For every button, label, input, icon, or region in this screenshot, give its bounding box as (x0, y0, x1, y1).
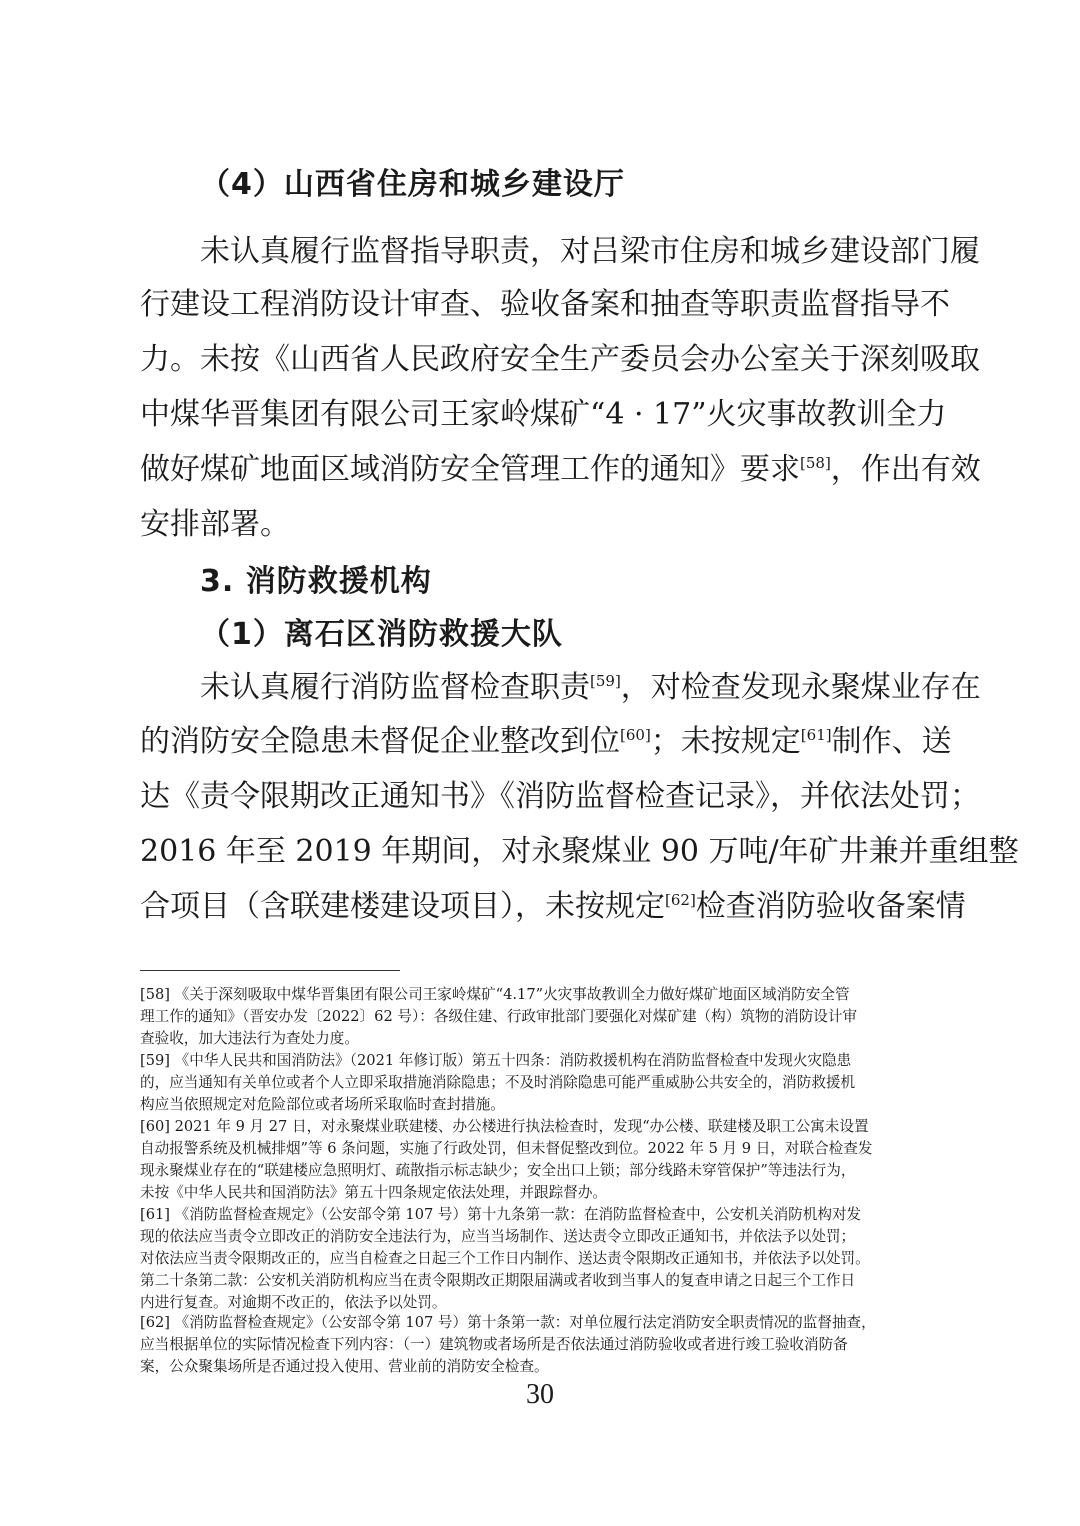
page-number: 30 (526, 1379, 554, 1410)
footnote-line: [61] 《消防监督检查规定》（公安部令第 107 号）第十九条第一款：在消防监督检查中，公安机关消防机构对发 (140, 1206, 862, 1223)
footnote-62 (140, 1312, 945, 1378)
footnote-ref-61[interactable]: [61] (800, 726, 832, 744)
paragraph-line (140, 887, 966, 927)
paragraph-line (140, 450, 981, 490)
paragraph-text: ；未按规定 (650, 724, 801, 759)
footnote-line: [60] 2021 年 9 月 27 日，对永聚煤业联建楼、办公楼进行执法检查时，发现“办公楼、联建楼及职工公寓未设置 (140, 1118, 869, 1135)
footnote-line: 自动报警系统及机械排烟”等 6 条问题，实施了行政处罚，但未督促整改到位。2022 年 5 月 9 日，对联合检查发 (140, 1140, 873, 1157)
paragraph-line: 未认真履行监督指导职责，对吕梁市住房和城乡建设部门履 (200, 234, 980, 269)
footnote-ref-60[interactable]: [60] (620, 726, 651, 744)
footnote-line: 案，公众聚集场所是否通过投入使用、营业前的消防安全检查。 (140, 1358, 549, 1375)
footnote-line: 应当根据单位的实际情况检查下列内容：（一）建筑物或者场所是否依法通过消防验收或者进行竣工验收消防备 (140, 1336, 848, 1353)
paragraph-text: 做好煤矿地面区域消防安全管理工作的通知》要求 (140, 452, 800, 487)
footnote-line: 未按《中华人民共和国消防法》第五十四条规定依法处理，并跟踪督办。 (140, 1184, 608, 1201)
footnote-line: 查验收，加大违法行为查处力度。 (140, 1030, 359, 1047)
footnote-ref-62[interactable]: [62] (665, 891, 696, 909)
footnote-line: 现永聚煤业存在的“联建楼应急照明灯、疏散指示标志缺少；安全出口上锁；部分线路未穿管保护”等违法行为， (140, 1162, 856, 1179)
paragraph-text: 检查消防验收备案情 (695, 889, 966, 924)
paragraph-text: ，作出有效 (830, 452, 981, 487)
footnote-line: 对依法应当责令限期改正的，应当自检查之日起三个工作日内制作、送达责令限期改正通知书，并依法予以处罚。 (140, 1250, 870, 1267)
footnote-line: 第二十条第二款：公安机关消防机构应当在责令限期改正期限届满或者收到当事人的复查申请之日起三个工作日 (140, 1272, 856, 1289)
footnote-58 (140, 984, 945, 1050)
paragraph-line: 中煤华晋集团有限公司王家岭煤矿“4 · 17”火灾事故教训全力 (140, 397, 947, 432)
footnote-ref-59[interactable]: [59] (590, 672, 621, 690)
footnote-line: [62] 《消防监督检查规定》（公安部令第 107 号）第十条第一款：对单位履行法定消防安全职责情况的监督抽查， (140, 1314, 876, 1331)
footnote-59 (140, 1050, 945, 1116)
paragraph-line: 力。未按《山西省人民政府安全生产委员会办公室关于深刻吸取 (140, 342, 980, 377)
footnote-61 (140, 1204, 945, 1314)
paragraph-text: 的消防安全隐患未督促企业整改到位 (140, 724, 620, 759)
section-heading-housing-department: （4）山西省住房和城乡建设厅 (200, 167, 625, 202)
footnote-line: 内进行复查。对逾期不改正的，依法予以处罚。 (140, 1294, 447, 1311)
footnote-line: 构应当依照规定对危险部位或者场所采取临时查封措施。 (140, 1096, 505, 1113)
footnote-60 (140, 1116, 945, 1204)
paragraph-text: 合项目（含联建楼建设项目），未按规定 (140, 889, 665, 924)
paragraph-line: 安排部署。 (140, 507, 290, 542)
paragraph-line (140, 722, 952, 762)
paragraph-text: 未认真履行消防监督检查职责 (200, 670, 590, 705)
paragraph-line (200, 668, 981, 708)
section-heading-fire-rescue: 3. 消防救援机构 (200, 564, 432, 599)
footnote-line: [58] 《关于深刻吸取中煤华晋集团有限公司王家岭煤矿“4.17”火灾事故教训全力做好煤矿地面区域消防安全管 (140, 986, 850, 1003)
footnote-divider (140, 970, 400, 971)
paragraph-text: ，对检查发现永聚煤业存在 (620, 670, 981, 705)
paragraph-text: 制作、送 (831, 724, 952, 759)
footnote-line: 理工作的通知》（晋安办发〔2022〕62 号）：各级住建、行政审批部门要强化对煤矿建（构）筑物的消防设计审 (140, 1008, 858, 1025)
footnote-line: 现的依法应当责令立即改正的消防安全违法行为，应当当场制作、送达责令立即改正通知书，并依法予以处罚； (140, 1228, 856, 1245)
paragraph-line: 达《责令限期改正通知书》《消防监督检查记录》，并依法处罚； (140, 779, 980, 814)
paragraph-line: 行建设工程消防设计审查、验收备案和抽查等职责监督指导不 (140, 287, 950, 322)
footnote-ref-58[interactable]: [58] (800, 454, 831, 472)
paragraph-line: 2016 年至 2019 年期间，对永聚煤业 90 万吨/年矿井兼并重组整 (140, 834, 1019, 869)
footnote-line: 的，应当通知有关单位或者个人立即采取措施消除隐患；不及时消除隐患可能严重威胁公共安全的，消防救援机 (140, 1074, 856, 1091)
section-heading-lishi-brigade: （1）离石区消防救援大队 (200, 617, 563, 652)
footnote-line: [59] 《中华人民共和国消防法》（2021 年修订版）第五十四条：消防救援机构在消防监督检查中发现火灾隐患 (140, 1052, 852, 1069)
